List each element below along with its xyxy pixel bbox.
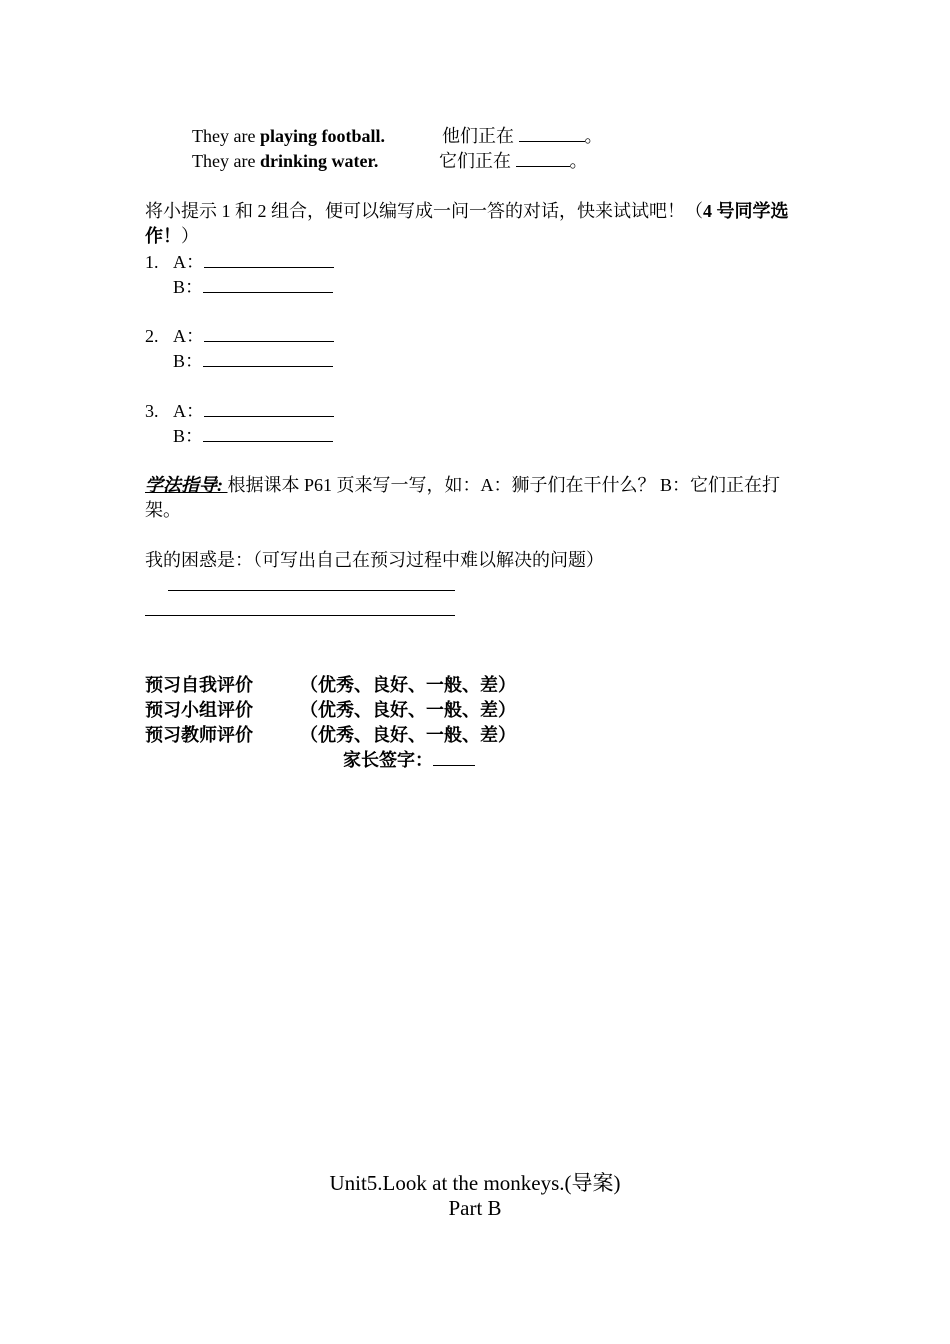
period: 。 bbox=[584, 126, 603, 146]
evaluation-label: 预习教师评价 bbox=[145, 725, 253, 745]
example-bold: drinking water. bbox=[259, 151, 379, 171]
dialogue-number: 3. bbox=[145, 401, 159, 421]
example-line-2 bbox=[192, 149, 378, 173]
speaker-b: B： bbox=[173, 277, 204, 297]
parent-signature bbox=[343, 748, 475, 772]
evaluation-group bbox=[145, 698, 516, 722]
study-guide-text: 架。 bbox=[145, 500, 181, 520]
confusion-prompt bbox=[145, 548, 604, 572]
example-prefix: They are bbox=[192, 126, 260, 146]
dialogue-2-b bbox=[173, 349, 333, 373]
evaluation-options: （优秀、良好、一般、差） bbox=[300, 725, 516, 745]
period: 。 bbox=[569, 151, 588, 171]
evaluation-options: （优秀、良好、一般、差） bbox=[300, 700, 516, 720]
example-cn: 他们正在 bbox=[442, 126, 519, 146]
speaker-a: A： bbox=[173, 252, 204, 272]
answer-blank[interactable] bbox=[516, 149, 570, 167]
signature-blank[interactable] bbox=[433, 748, 475, 766]
answer-blank[interactable] bbox=[204, 324, 334, 342]
parent-signature-label: 家长签字： bbox=[343, 750, 433, 770]
example-cn: 它们正在 bbox=[439, 151, 516, 171]
example-line-1 bbox=[192, 124, 385, 148]
instruction-line-1 bbox=[145, 199, 789, 223]
speaker-a: A： bbox=[173, 401, 204, 421]
dialogue-3-b bbox=[173, 424, 333, 448]
evaluation-label: 预习小组评价 bbox=[145, 700, 253, 720]
speaker-a: A： bbox=[173, 326, 204, 346]
instruction-text: 将小提示 1 和 2 组合，便可以编写成一问一答的对话，快来试试吧！（ bbox=[145, 201, 703, 221]
study-guide-text: 根据课本 P61 页来写一写，如：A：狮子们在干什么？ B：它们正在打 bbox=[227, 475, 781, 495]
footer-part: Part B bbox=[448, 1196, 502, 1220]
evaluation-self bbox=[145, 673, 516, 697]
footer-title: Unit5.Look at the monkeys.(导案) bbox=[329, 1171, 621, 1195]
dialogue-number: 2. bbox=[145, 326, 159, 346]
dialogue-1-b bbox=[173, 275, 333, 299]
speaker-b: B： bbox=[173, 351, 204, 371]
answer-blank[interactable] bbox=[204, 399, 334, 417]
study-guide-line-2 bbox=[145, 498, 181, 522]
answer-blank[interactable] bbox=[519, 124, 585, 142]
confusion-answer-line-1[interactable] bbox=[168, 590, 455, 591]
instruction-bold: 4 号同学选 bbox=[703, 201, 789, 221]
study-guide-line-1 bbox=[145, 473, 780, 497]
example-prefix: They are bbox=[192, 151, 260, 171]
dialogue-3-a bbox=[145, 399, 334, 423]
instruction-text: ） bbox=[181, 226, 199, 246]
answer-blank[interactable] bbox=[203, 349, 333, 367]
dialogue-number: 1. bbox=[145, 252, 159, 272]
answer-blank[interactable] bbox=[204, 250, 334, 268]
example-cn-line-2 bbox=[439, 149, 588, 173]
evaluation-options: （优秀、良好、一般、差） bbox=[300, 675, 516, 695]
study-guide-label: 学法指导: bbox=[145, 475, 228, 495]
dialogue-1-a bbox=[145, 250, 334, 274]
answer-blank[interactable] bbox=[203, 275, 333, 293]
instruction-line-2 bbox=[145, 224, 199, 248]
evaluation-label: 预习自我评价 bbox=[145, 675, 253, 695]
dialogue-2-a bbox=[145, 324, 334, 348]
confusion-text: 我的困惑是：（可写出自己在预习过程中难以解决的问题） bbox=[145, 550, 604, 570]
example-cn-line-1 bbox=[442, 124, 603, 148]
evaluation-teacher bbox=[145, 723, 516, 747]
answer-blank[interactable] bbox=[203, 424, 333, 442]
speaker-b: B： bbox=[173, 426, 204, 446]
confusion-answer-line-2[interactable] bbox=[145, 615, 455, 616]
example-bold: playing football. bbox=[259, 126, 385, 146]
instruction-bold: 作！ bbox=[145, 226, 181, 246]
